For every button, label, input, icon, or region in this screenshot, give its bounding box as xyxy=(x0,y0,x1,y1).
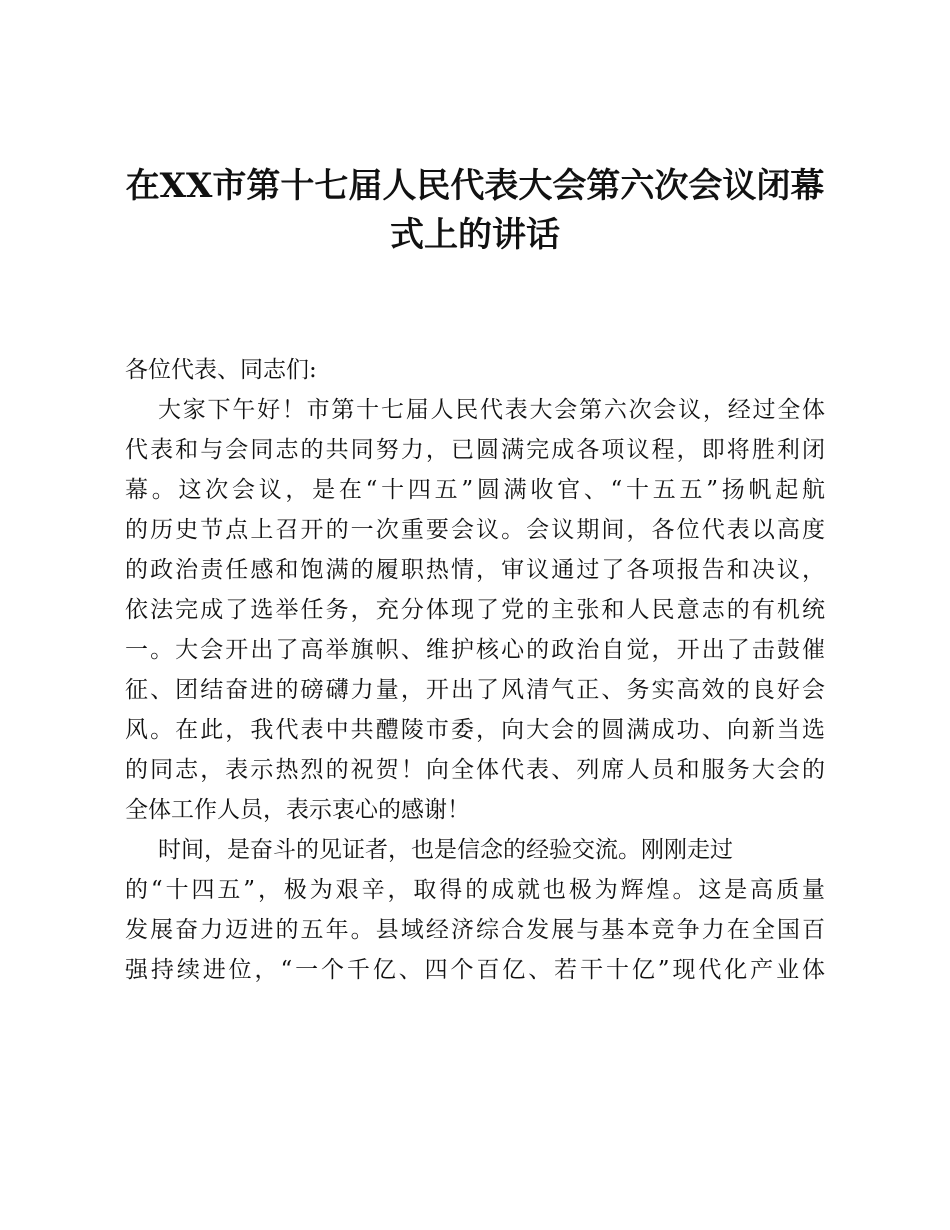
text-line: 的政治责任感和饱满的履职热情，审议通过了各项报告和决议， xyxy=(125,557,825,583)
text-line: 依法完成了选举任务，充分体现了党的主张和人民意志的有机统 xyxy=(125,597,825,623)
text-line: 的“十四五”，极为艰辛，取得的成就也极为辉煌。这是高质量 xyxy=(125,877,825,903)
document-title xyxy=(110,162,840,260)
text-line: 征、团结奋进的磅礴力量，开出了风清气正、务实高效的良好会 xyxy=(125,677,825,703)
title-line: 在XX市第十七届人民代表大会第六次会议闭幕 xyxy=(125,166,825,206)
document-body xyxy=(125,350,825,990)
paragraph-1 xyxy=(125,390,825,830)
text-line: 大家下午好！市第十七届人民代表大会第六次会议，经过全体 xyxy=(158,397,825,423)
text-line: 发展奋力迈进的五年。县域经济综合发展与基本竞争力在全国百 xyxy=(125,917,825,943)
text-line: 时间，是奋斗的见证者，也是信念的经验交流。刚刚走过 xyxy=(158,837,733,863)
paragraph-2 xyxy=(125,830,825,990)
text-line: 幕。这次会议，是在“十四五”圆满收官、“十五五”扬帆起航 xyxy=(125,477,825,503)
text-line: 风。在此，我代表中共醴陵市委，向大会的圆满成功、向新当选 xyxy=(125,717,825,743)
title-line: 式上的讲话 xyxy=(390,215,560,255)
text-line: 强持续进位，“一个千亿、四个百亿、若干十亿”现代化产业体 xyxy=(125,957,825,983)
text-line: 的同志，表示热烈的祝贺！向全体代表、列席人员和服务大会的 xyxy=(125,757,825,783)
text-line: 的历史节点上召开的一次重要会议。会议期间，各位代表以高度 xyxy=(125,517,825,543)
text-line: 代表和与会同志的共同努力，已圆满完成各项议程，即将胜利闭 xyxy=(125,437,825,463)
salutation: 各位代表、同志们: xyxy=(125,357,317,383)
text-line: 全体工作人员，表示衷心的感谢！ xyxy=(125,797,470,823)
text-line: 一。大会开出了高举旗帜、维护核心的政治自觉，开出了击鼓催 xyxy=(125,637,825,663)
